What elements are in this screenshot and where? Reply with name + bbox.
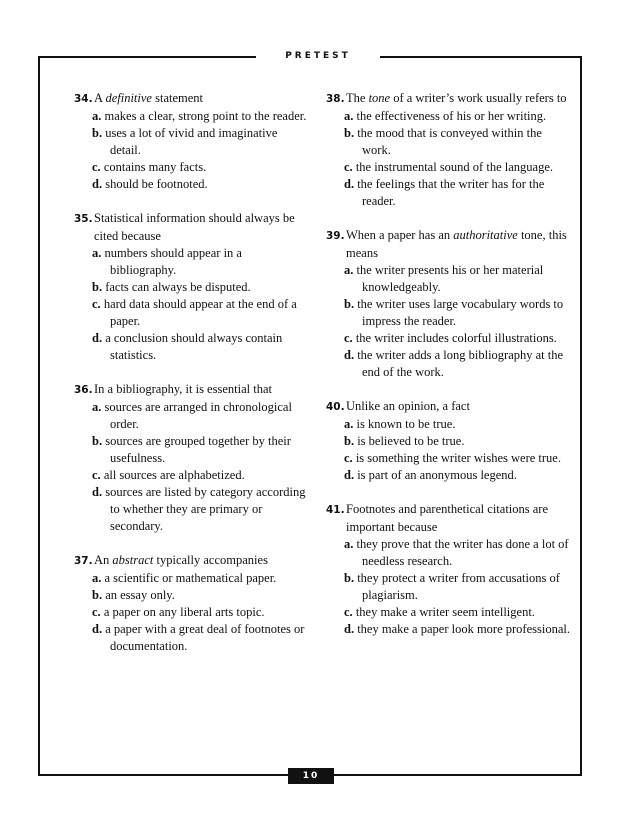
option-text: sources are arranged in chronological order. [104,400,292,431]
stem-text: An [94,553,113,567]
answer-option [326,416,572,433]
option-text: is part of an anonymous legend. [357,468,517,482]
question-number: 36. [74,384,93,396]
stem-text: tone, this means [346,228,567,260]
option-letter: c. [92,605,101,619]
answer-option [74,125,310,159]
option-letter: c. [344,331,353,345]
stem-text: Statistical information should always be cited because [94,211,295,243]
option-text: numbers should appear in a bibliography. [104,246,242,277]
option-letter: c. [344,605,353,619]
answer-option [74,296,310,330]
option-letter: b. [344,297,355,311]
right-column [326,90,572,655]
option-text: they protect a writer from accusations of plagiarism. [357,571,560,602]
option-text: the instrumental sound of the language. [355,160,553,174]
option-text: the writer includes colorful illustrations. [355,331,557,345]
stem-text: Footnotes and parenthetical citations are important because [346,502,549,534]
answer-option [74,467,310,484]
answer-option [74,621,310,655]
answer-option [74,604,310,621]
stem-text: typically accompanies [153,553,268,567]
option-text: the writer adds a long bibliography at the end of the work. [357,348,564,379]
option-text: sources are listed by category according to whether they are primary or secondary. [105,485,306,533]
stem-text: of a writer’s work usually refers to [390,91,567,105]
option-letter: b. [344,126,355,140]
option-text: a scientific or mathematical paper. [104,571,277,585]
option-text: a paper with a great deal of footnotes or documentation. [105,622,305,653]
answer-option [326,570,572,604]
answer-option [74,176,310,193]
answer-option [326,604,572,621]
option-text: they make a paper look more professional. [357,622,570,636]
stem-text: In a bibliography, it is essential that [94,382,272,396]
question-number: 41. [326,504,345,516]
option-text: the writer presents his or her material knowledgeably. [356,263,544,294]
option-text: they prove that the writer has done a lot of needless research. [356,537,569,568]
option-letter: c. [344,160,353,174]
option-text: hard data should appear at the end of a paper. [103,297,297,328]
option-letter: a. [92,400,102,414]
option-letter: d. [92,331,103,345]
answer-option [326,262,572,296]
question-number: 38. [326,93,345,105]
option-letter: a. [344,537,354,551]
question-item [74,210,310,364]
question-item [326,227,572,381]
answer-option [74,330,310,364]
stem-text: A [94,91,106,105]
option-letter: d. [92,485,103,499]
question-number: 35. [74,213,93,225]
answer-option [326,433,572,450]
question-stem [326,90,572,108]
option-letter: a. [92,246,102,260]
answer-option [74,279,310,296]
answer-option [74,245,310,279]
section-header: PRETEST [256,47,380,65]
stem-text: The [346,91,369,105]
option-text: the effectiveness of his or her writing. [356,109,547,123]
stem-text: statement [151,91,204,105]
answer-option [74,108,310,125]
answer-option [74,433,310,467]
answer-option [326,621,572,638]
answer-option [326,450,572,467]
option-letter: a. [92,109,102,123]
option-letter: c. [344,451,353,465]
option-text: uses a lot of vivid and imaginative detail. [105,126,278,157]
option-text: the writer uses large vocabulary words to impress the reader. [357,297,564,328]
question-stem [326,501,572,536]
option-text: is something the writer wishes were true. [355,451,561,465]
question-item [326,501,572,638]
question-stem [74,90,310,108]
answer-option [326,176,572,210]
question-item [74,552,310,655]
stem-emphasis: tone [368,91,391,105]
option-text: makes a clear, strong point to the reader. [104,109,307,123]
answer-option [326,467,572,484]
answer-option [326,159,572,176]
option-text: is believed to be true. [357,434,465,448]
option-text: all sources are alphabetized. [103,468,245,482]
question-number: 40. [326,401,345,413]
question-item [74,381,310,535]
option-text: should be footnoted. [105,177,208,191]
option-letter: a. [344,109,354,123]
option-text: an essay only. [105,588,175,602]
stem-emphasis: definitive [105,91,152,105]
option-text: is known to be true. [356,417,456,431]
question-stem [74,552,310,570]
answer-option [74,587,310,604]
option-text: facts can always be disputed. [105,280,251,294]
answer-option [74,570,310,587]
option-letter: d. [344,622,355,636]
option-letter: b. [344,571,355,585]
question-item [326,398,572,484]
option-letter: b. [92,280,103,294]
question-number: 34. [74,93,93,105]
question-stem [326,227,572,262]
option-text: a paper on any liberal arts topic. [103,605,265,619]
answer-option [326,330,572,347]
question-stem [326,398,572,416]
option-letter: c. [92,468,101,482]
option-letter: a. [344,263,354,277]
option-letter: b. [344,434,355,448]
stem-emphasis: abstract [112,553,154,567]
question-item [74,90,310,193]
question-number: 39. [326,230,345,242]
stem-emphasis: authoritative [453,228,518,242]
option-letter: b. [92,588,103,602]
question-number: 37. [74,555,93,567]
page-number: 10 [288,768,334,784]
answer-option [326,108,572,125]
option-text: contains many facts. [103,160,207,174]
option-letter: d. [92,177,103,191]
question-stem [74,210,310,245]
option-text: a conclusion should always contain statistics. [105,331,283,362]
question-item [326,90,572,210]
answer-option [74,399,310,433]
option-text: the mood that is conveyed within the work. [357,126,542,157]
option-letter: a. [92,571,102,585]
option-letter: d. [344,468,355,482]
answer-option [326,536,572,570]
answer-option [74,484,310,535]
question-stem [74,381,310,399]
left-column [74,90,310,672]
stem-text: Unlike an opinion, a fact [346,399,470,413]
option-letter: c. [92,160,101,174]
answer-option [326,347,572,381]
option-letter: c. [92,297,101,311]
option-letter: d. [344,177,355,191]
option-letter: b. [92,434,103,448]
option-letter: d. [92,622,103,636]
option-letter: b. [92,126,103,140]
option-text: they make a writer seem intelligent. [355,605,535,619]
option-letter: a. [344,417,354,431]
option-letter: d. [344,348,355,362]
answer-option [74,159,310,176]
option-text: sources are grouped together by their usefulness. [105,434,291,465]
stem-text: When a paper has an [346,228,454,242]
answer-option [326,296,572,330]
option-text: the feelings that the writer has for the reader. [357,177,545,208]
answer-option [326,125,572,159]
